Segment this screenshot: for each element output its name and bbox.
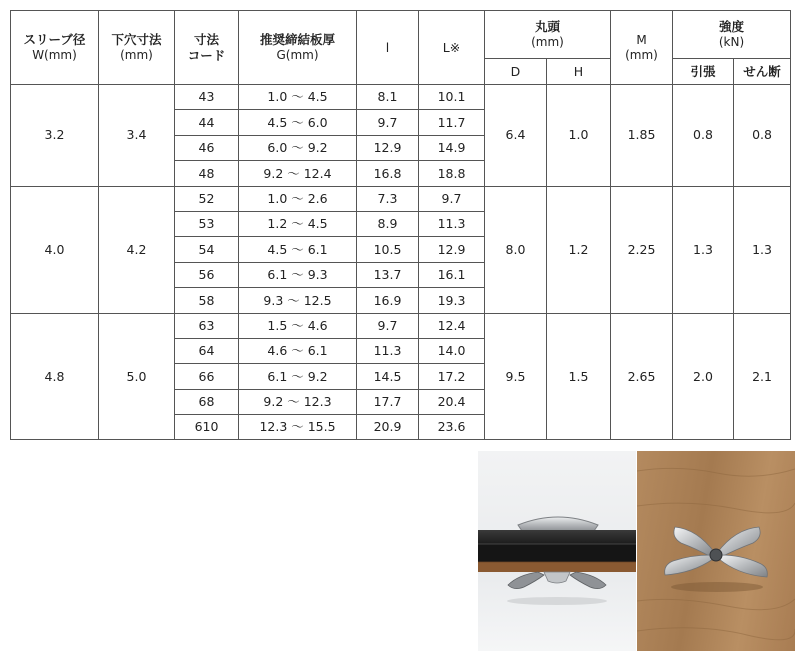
cell-L: 11.7 <box>419 110 485 135</box>
header-L-text: L※ <box>442 39 461 55</box>
rivet-cross-section-illustration <box>478 451 636 651</box>
header-M-main: M <box>636 32 647 47</box>
cell-l: 8.1 <box>357 85 419 110</box>
cell-L: 12.9 <box>419 237 485 262</box>
cell-code: 610 <box>175 415 239 440</box>
cell-tensile: 0.8 <box>673 85 734 187</box>
cell-tensile: 2.0 <box>673 313 734 440</box>
cell-l: 16.9 <box>357 288 419 313</box>
header-head <box>485 11 611 59</box>
cell-grip: 1.5 ～ 4.6 <box>239 313 357 338</box>
cell-L: 12.4 <box>419 313 485 338</box>
cell-sleeve: 4.0 <box>11 186 99 313</box>
header-shear <box>734 59 791 85</box>
header-sleeve-dia-main: スリーブ径 <box>23 32 86 48</box>
header-D <box>485 59 547 85</box>
header-grip-main: 推奨締結板厚 <box>259 32 335 48</box>
header-H <box>547 59 611 85</box>
cell-code: 63 <box>175 313 239 338</box>
header-head-main: 丸頭 <box>534 19 560 35</box>
cell-hole: 5.0 <box>99 313 175 440</box>
table-row <box>11 186 791 211</box>
cell-code: 53 <box>175 211 239 236</box>
cell-L: 9.7 <box>419 186 485 211</box>
cell-code: 48 <box>175 161 239 186</box>
cell-l: 20.9 <box>357 415 419 440</box>
cell-code: 56 <box>175 262 239 287</box>
cell-H: 1.2 <box>547 186 611 313</box>
cell-l: 16.8 <box>357 161 419 186</box>
cell-shear: 2.1 <box>734 313 791 440</box>
cell-M: 1.85 <box>611 85 673 187</box>
cell-grip: 6.1 ～ 9.3 <box>239 262 357 287</box>
cell-shear: 1.3 <box>734 186 791 313</box>
header-l-small <box>357 11 419 85</box>
cell-L: 14.0 <box>419 338 485 363</box>
cell-grip: 1.2 ～ 4.5 <box>239 211 357 236</box>
header-strength-sub: (kN) <box>718 34 745 49</box>
header-sleeve-dia <box>11 11 99 85</box>
table-row <box>11 313 791 338</box>
rivet-petal-bottom-right <box>719 555 767 577</box>
cell-L: 20.4 <box>419 389 485 414</box>
cell-L: 10.1 <box>419 85 485 110</box>
rivet-leg-center <box>544 572 570 583</box>
header-M-sub: (mm) <box>625 47 658 62</box>
rivet-leg-left <box>508 572 544 589</box>
rivet-on-wood-photo <box>637 451 795 651</box>
cell-code: 54 <box>175 237 239 262</box>
rivet-petal-illustration <box>637 451 795 651</box>
header-hole-dia-main: 下穴寸法 <box>111 32 162 48</box>
header-size-code <box>175 11 239 85</box>
cell-grip: 9.2 ～ 12.3 <box>239 389 357 414</box>
board-top-layer <box>478 530 636 544</box>
header-shear-text: せん断 <box>743 63 781 79</box>
header-grip <box>239 11 357 85</box>
cell-D: 8.0 <box>485 186 547 313</box>
cell-l: 17.7 <box>357 389 419 414</box>
cell-grip: 6.0 ～ 9.2 <box>239 135 357 160</box>
board-core-layer <box>478 544 636 562</box>
cell-grip: 9.3 ～ 12.5 <box>239 288 357 313</box>
cell-sleeve: 3.2 <box>11 85 99 187</box>
cell-D: 6.4 <box>485 85 547 187</box>
cell-hole: 3.4 <box>99 85 175 187</box>
spec-table <box>10 10 791 440</box>
cell-M: 2.25 <box>611 186 673 313</box>
rivet-petal-bottom-left <box>665 555 713 575</box>
header-hole-dia <box>99 11 175 85</box>
cell-grip: 4.6 ～ 6.1 <box>239 338 357 363</box>
cell-l: 13.7 <box>357 262 419 287</box>
header-D-text: D <box>510 63 521 79</box>
cell-L: 14.9 <box>419 135 485 160</box>
table-row <box>11 85 791 110</box>
header-l-small-text: l <box>385 39 390 55</box>
cell-L: 18.8 <box>419 161 485 186</box>
rivet-leg-right <box>570 572 606 589</box>
cell-code: 43 <box>175 85 239 110</box>
cell-code: 66 <box>175 364 239 389</box>
rivet-petal-top-right <box>717 527 760 557</box>
header-tensile <box>673 59 734 85</box>
cell-H: 1.0 <box>547 85 611 187</box>
rivet-petal-top-left <box>674 527 715 557</box>
header-grip-sub: G(mm) <box>276 47 319 62</box>
header-size-code-main: 寸法 <box>193 31 219 47</box>
cell-grip: 9.2 ～ 12.4 <box>239 161 357 186</box>
header-M <box>611 11 673 85</box>
header-strength-main: 強度 <box>719 19 745 35</box>
cell-code: 58 <box>175 288 239 313</box>
cell-D: 9.5 <box>485 313 547 440</box>
cell-hole: 4.2 <box>99 186 175 313</box>
cell-L: 16.1 <box>419 262 485 287</box>
rivet-cross-section-photo <box>478 451 636 651</box>
cell-sleeve: 4.8 <box>11 313 99 440</box>
cell-code: 64 <box>175 338 239 363</box>
cell-grip: 1.0 ～ 4.5 <box>239 85 357 110</box>
cell-shear: 0.8 <box>734 85 791 187</box>
cell-L: 17.2 <box>419 364 485 389</box>
cell-l: 9.7 <box>357 110 419 135</box>
cell-grip: 12.3 ～ 15.5 <box>239 415 357 440</box>
cell-L: 19.3 <box>419 288 485 313</box>
cell-l: 8.9 <box>357 211 419 236</box>
cell-l: 7.3 <box>357 186 419 211</box>
header-head-sub: (mm) <box>531 34 564 49</box>
board-wood-layer <box>478 562 636 572</box>
cell-l: 10.5 <box>357 237 419 262</box>
cell-M: 2.65 <box>611 313 673 440</box>
cell-tensile: 1.3 <box>673 186 734 313</box>
cell-code: 44 <box>175 110 239 135</box>
cell-grip: 1.0 ～ 2.6 <box>239 186 357 211</box>
rivet-center-hole <box>710 549 722 561</box>
cell-l: 12.9 <box>357 135 419 160</box>
cell-l: 9.7 <box>357 313 419 338</box>
header-sleeve-dia-sub: W(mm) <box>32 47 77 62</box>
cell-L: 23.6 <box>419 415 485 440</box>
cell-L: 11.3 <box>419 211 485 236</box>
header-L <box>419 11 485 85</box>
cell-code: 46 <box>175 135 239 160</box>
header-strength <box>673 11 791 59</box>
cell-grip: 4.5 ～ 6.0 <box>239 110 357 135</box>
cell-H: 1.5 <box>547 313 611 440</box>
header-hole-dia-sub: (mm) <box>120 47 153 62</box>
cell-l: 11.3 <box>357 338 419 363</box>
cell-l: 14.5 <box>357 364 419 389</box>
rivet-head-shape <box>518 517 598 531</box>
header-tensile-text: 引張 <box>690 63 716 79</box>
cell-grip: 6.1 ～ 9.2 <box>239 364 357 389</box>
cell-grip: 4.5 ～ 6.1 <box>239 237 357 262</box>
header-row-1 <box>11 11 791 59</box>
cell-code: 52 <box>175 186 239 211</box>
header-size-code-sub: コード <box>187 47 226 63</box>
cell-code: 68 <box>175 389 239 414</box>
header-H-text: H <box>573 63 584 79</box>
